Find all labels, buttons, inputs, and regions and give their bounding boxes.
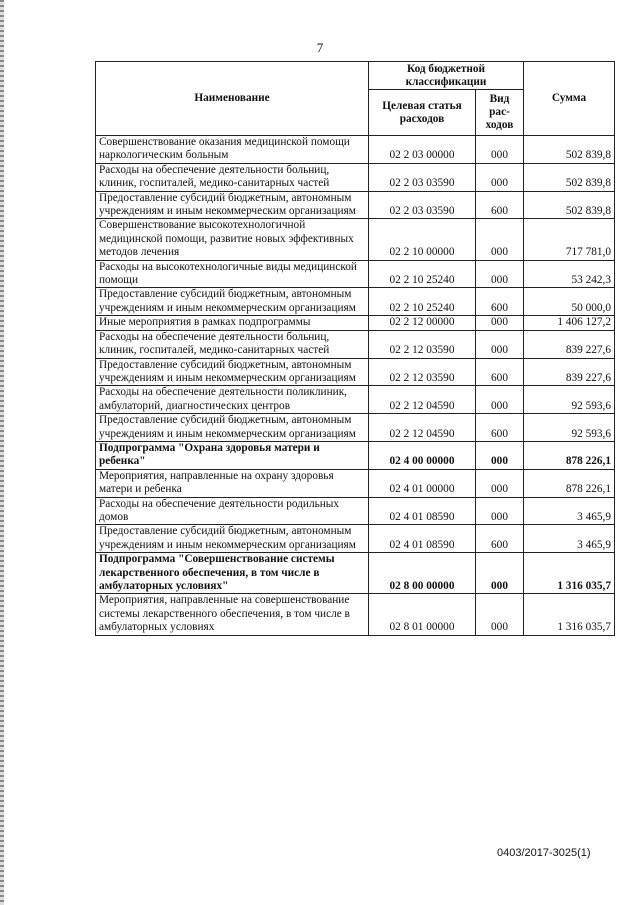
row-target-code: 02 8 01 00000 — [369, 594, 476, 635]
document-code: 0403/2017-3025(1) — [497, 847, 591, 859]
row-target-code: 02 2 10 00000 — [369, 219, 476, 260]
scan-edge — [0, 0, 4, 905]
table-row — [96, 316, 615, 330]
row-name: Совершенствование оказания медицинской помощи наркологическим больным — [96, 136, 369, 164]
row-sum: 502 839,8 — [524, 163, 615, 191]
row-sum: 1 406 127,2 — [524, 316, 615, 330]
row-name: Предоставление субсидий бюджетным, автономным учреждениям и иным некоммерческим организациям — [96, 191, 369, 219]
row-expense-type: 000 — [476, 553, 524, 594]
row-sum: 92 593,6 — [524, 414, 615, 442]
row-expense-type: 000 — [476, 260, 524, 288]
row-target-code: 02 2 12 00000 — [369, 316, 476, 330]
header-budget-code: Код бюджетной классификации — [369, 62, 524, 90]
row-target-code: 02 2 12 03590 — [369, 358, 476, 386]
row-target-code: 02 4 01 08590 — [369, 497, 476, 525]
table-row — [96, 358, 615, 386]
table-row — [96, 497, 615, 525]
table-row — [96, 553, 615, 594]
row-expense-type: 000 — [476, 219, 524, 260]
row-name: Расходы на обеспечение деятельности больниц, клиник, госпиталей, медико-санитарных частей — [96, 163, 369, 191]
table-row — [96, 441, 615, 469]
row-target-code: 02 2 12 03590 — [369, 330, 476, 358]
row-name: Подпрограмма "Охрана здоровья матери и ребенка" — [96, 441, 369, 469]
header-name: Наименование — [96, 62, 369, 136]
row-sum: 92 593,6 — [524, 386, 615, 414]
row-sum: 717 781,0 — [524, 219, 615, 260]
row-target-code: 02 4 01 08590 — [369, 525, 476, 553]
row-name: Предоставление субсидий бюджетным, автономным учреждениям и иным некоммерческим организациям — [96, 525, 369, 553]
row-sum: 839 227,6 — [524, 330, 615, 358]
header-expense-type: Вид рас-ходов — [476, 90, 524, 136]
row-name: Предоставление субсидий бюджетным, автономным учреждениям и иным некоммерческим организациям — [96, 414, 369, 442]
table-row — [96, 136, 615, 164]
row-sum: 502 839,8 — [524, 136, 615, 164]
row-name: Расходы на обеспечение деятельности поликлиник, амбулаторий, диагностических центров — [96, 386, 369, 414]
row-expense-type: 000 — [476, 136, 524, 164]
row-name: Предоставление субсидий бюджетным, автономным учреждениям и иным некоммерческим организациям — [96, 288, 369, 316]
row-name: Мероприятия, направленные на охрану здоровья матери и ребенка — [96, 469, 369, 497]
row-expense-type: 000 — [476, 469, 524, 497]
page-number: 7 — [316, 40, 324, 55]
row-target-code: 02 2 03 03590 — [369, 163, 476, 191]
row-expense-type: 000 — [476, 497, 524, 525]
row-target-code: 02 2 10 25240 — [369, 260, 476, 288]
header-sum: Сумма — [524, 62, 615, 136]
row-sum: 839 227,6 — [524, 358, 615, 386]
table-row — [96, 163, 615, 191]
row-target-code: 02 2 12 04590 — [369, 414, 476, 442]
row-name: Мероприятия, направленные на совершенствование системы лекарственного обеспечения, в том числе в амбулаторных условиях — [96, 594, 369, 635]
table-row — [96, 191, 615, 219]
row-name: Предоставление субсидий бюджетным, автономным учреждениям и иным некоммерческим организациям — [96, 358, 369, 386]
row-target-code: 02 2 10 25240 — [369, 288, 476, 316]
row-expense-type: 000 — [476, 594, 524, 635]
table-row — [96, 414, 615, 442]
row-target-code: 02 2 03 03590 — [369, 191, 476, 219]
row-sum: 50 000,0 — [524, 288, 615, 316]
table-row — [96, 469, 615, 497]
row-sum: 878 226,1 — [524, 441, 615, 469]
row-expense-type: 600 — [476, 358, 524, 386]
row-name: Расходы на обеспечение деятельности родильных домов — [96, 497, 369, 525]
table-row — [96, 386, 615, 414]
row-expense-type: 600 — [476, 288, 524, 316]
table-row — [96, 594, 615, 635]
row-expense-type: 000 — [476, 163, 524, 191]
row-name: Расходы на обеспечение деятельности больниц, клиник, госпиталей, медико-санитарных частей — [96, 330, 369, 358]
row-sum: 1 316 035,7 — [524, 553, 615, 594]
row-sum: 502 839,8 — [524, 191, 615, 219]
row-target-code: 02 8 00 00000 — [369, 553, 476, 594]
row-sum: 3 465,9 — [524, 497, 615, 525]
row-target-code: 02 2 03 00000 — [369, 136, 476, 164]
row-expense-type: 000 — [476, 441, 524, 469]
row-expense-type: 600 — [476, 191, 524, 219]
header-target-item: Целевая статья расходов — [369, 90, 476, 136]
budget-table — [95, 61, 615, 636]
row-sum: 878 226,1 — [524, 469, 615, 497]
row-name: Расходы на высокотехнологичные виды медицинской помощи — [96, 260, 369, 288]
table-row — [96, 330, 615, 358]
row-sum: 53 242,3 — [524, 260, 615, 288]
row-target-code: 02 2 12 04590 — [369, 386, 476, 414]
row-sum: 1 316 035,7 — [524, 594, 615, 635]
row-expense-type: 600 — [476, 414, 524, 442]
row-name: Иные мероприятия в рамках подпрограммы — [96, 316, 369, 330]
row-sum: 3 465,9 — [524, 525, 615, 553]
row-expense-type: 000 — [476, 386, 524, 414]
row-expense-type: 000 — [476, 316, 524, 330]
table-row — [96, 525, 615, 553]
table-row — [96, 219, 615, 260]
row-target-code: 02 4 01 00000 — [369, 469, 476, 497]
row-expense-type: 600 — [476, 525, 524, 553]
table-row — [96, 288, 615, 316]
row-name: Совершенствование высокотехнологичной медицинской помощи, развитие новых эффективных методов лечения — [96, 219, 369, 260]
row-name: Подпрограмма "Совершенствование системы лекарственного обеспечения, в том числе в амбулаторных условиях" — [96, 553, 369, 594]
table-row — [96, 260, 615, 288]
row-expense-type: 000 — [476, 330, 524, 358]
row-target-code: 02 4 00 00000 — [369, 441, 476, 469]
